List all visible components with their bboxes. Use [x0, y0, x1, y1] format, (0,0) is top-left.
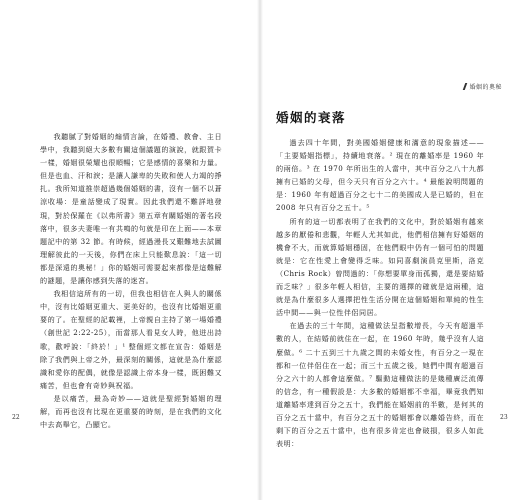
- left-paragraph-1: 我聽膩了對婚姻的煽情言論，在婚禮、教會、主日學中，我聽到絕大多數有關這個議題的演說，就跟賀卡一樣，婚姻很榮耀也很順暢；它是感情的喜樂和力量。但是也血、汗和淚；是讓人謙卑的失敗和使人力竭的掙扎。我所知道推崇超過幾個婚姻的書，沒有一個不以蒼涼收場：是童話變成了現實。因此我們還不難詳地發現，對於保羅在《以弗所書》第五章有關婚姻的著名段落中，很多夫妻唯一有共鳴的句就是印在上面——本章題記中的第 32 節。有時候，經過漫長又艱難地去試圖理解彼此的一天後，你們在床上只能歎息說：「這一切都是深遠的奧秘！」你的婚姻可需要起來都像是這難解的謎題，是讓你感到失落的迷宮。: [40, 132, 222, 286]
- page-number-right: 23: [500, 414, 508, 421]
- right-page-body: [276, 136, 484, 450]
- page-number-left: 22: [12, 414, 20, 421]
- right-paragraph-3: 在過去的三十年間，這種做法呈指數增長，今天有超過半數的人，在結婚前就住在一起，在 1960 年時，幾乎沒有人這麼做。⁶ 二十五到三十九歲之間的未婚女性，有百分之一現在都和一位伴侶住在一起；而三十五歲之後，她們中間有超過百分之六十的人都會這麼做。⁷ 驅動這種做法的是幾種廣泛流傳的信念，有一種假設是：大多數的婚姻都不幸福，畢竟我們知道離婚率達到百分之五十，我們能在婚姻前的半數，是何其的百分之五十當中，有百分之五十的婚姻都會以離婚告終，而在剩下的百分之五十當中，也有很多肯定也會破損，很多人如此表明：: [276, 321, 484, 449]
- running-head: [464, 82, 502, 91]
- right-paragraph-1: 過去四十年間，對美國婚姻健康和滿意的現象描述——「主要婚姻指標」，持續地衰落。² 現在的離婚率是 1960 年的兩倍。³ 在 1970 年所出生的人當中，其中百分之八十九都擁有已婚的父母，但今天只有百分之六十。⁴ 最能說明問題的是：1960 年有超過百分之七十二的美國成人是已婚的，但在 2008 年只有百分之五十。⁵: [276, 138, 484, 213]
- left-page-body: [40, 130, 222, 431]
- chapter-title: 婚姻的衰落: [276, 110, 347, 125]
- left-paragraph-2: 我相信這所有的一切，但我也相信在人與人的關係中，沒有比婚姻更重大、更美好的，也沒有比婚姻更重要的了。在聖經的記載裡，上帝親自主持了第一場婚禮（創世記 2:22-25），而當那人看見女人時，他迸出詩歌，歡呼說：「終於！」¹ 整個經文都在宣告：婚姻是除了我們與上帝之外，最深刻的關係，這就是為什麼認識和愛你的配偶，就像是認識上帝本身一樣，既困難又痛苦，但也會有奇妙與祝福。: [40, 289, 222, 390]
- left-paragraph-3: 是以痛苦，最為奇妙——這就是聖經對婚姻的理解，而再也沒有比現在更重要的時刻，是在我們的文化中去高舉它，凸顯它。: [40, 393, 222, 430]
- right-paragraph-2: 所有的這一切都表明了在我們的文化中，對於婚姻有越來越多的厭倦和悲觀，年輕人尤其如此，他們相信擁有好婚姻的機會不大，而就算婚姻穩固，在他們眼中仍有一個可怕的問題就是：它在性愛上會變得乏味。如同喜劇演員克里斯，洛克（Chris Rock）曾問過的：「你想要單身而孤獨，還是要結婚而乏味？」很多年輕人相信，主要的選擇的確就是這兩種，這就是為什麼很多人選擇把性生活分開在這個婚姻和單純的性生活中間——與一位性伴侶同居。: [276, 216, 484, 318]
- running-head-mark: [463, 83, 468, 90]
- running-head-text: 婚姻的奧秘: [469, 84, 502, 91]
- book-gutter: [257, 0, 263, 500]
